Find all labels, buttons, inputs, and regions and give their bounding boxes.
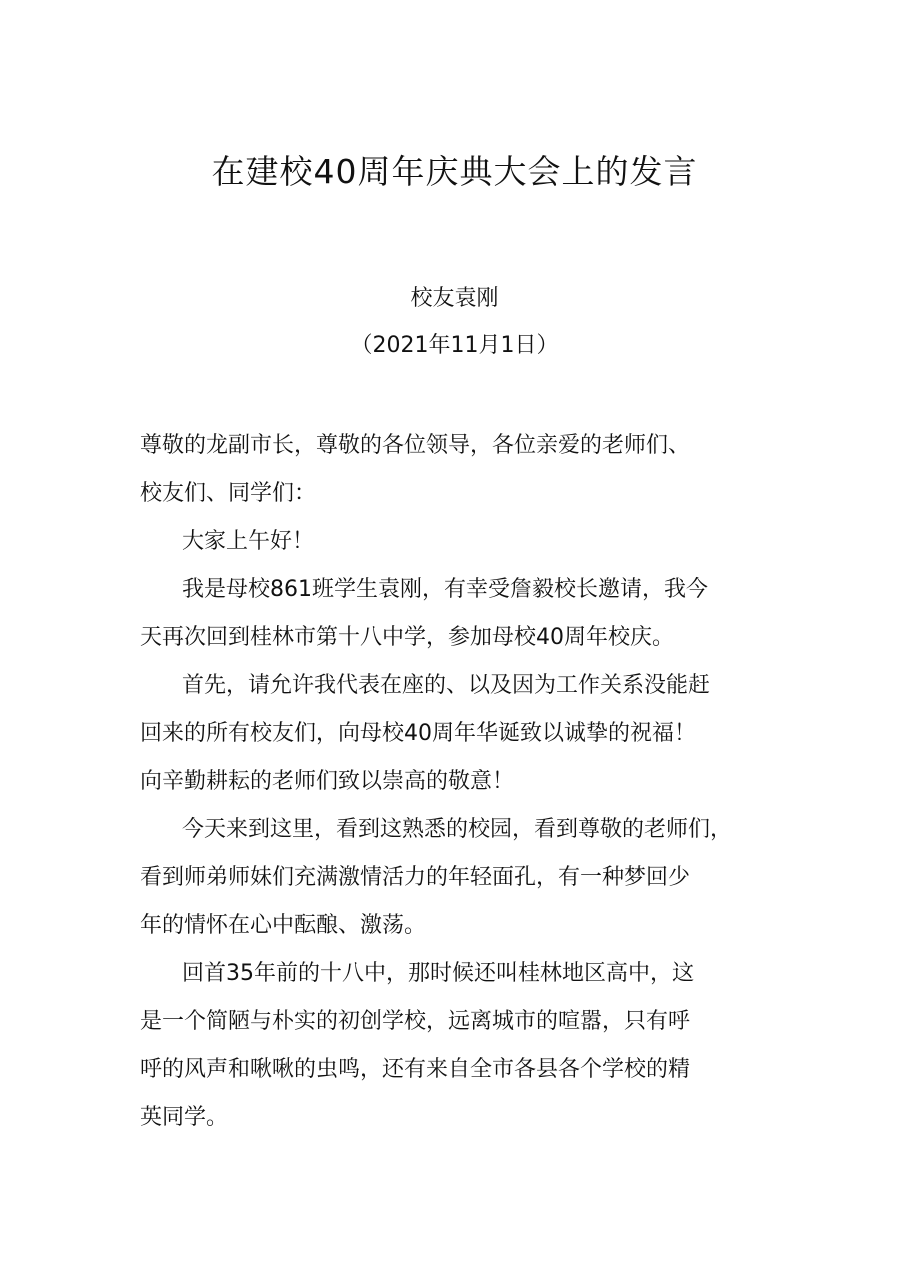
text-line: 英同学。	[140, 1105, 229, 1130]
text-line: 天再次回到桂林市第十八中学，参加母校40周年校庆。	[140, 625, 674, 650]
text-line: 大家上午好！	[182, 529, 315, 554]
text-line: 回来的所有校友们，向母校40周年华诞致以诚挚的祝福！	[140, 721, 696, 746]
text-line: 尊敬的龙副市长，尊敬的各位领导，各位亲爱的老师们、	[140, 433, 691, 458]
text-line: 年的情怀在心中酝酿、激荡。	[140, 913, 427, 938]
blessing-paragraph	[140, 662, 780, 806]
text-line: 校友们、同学们：	[140, 481, 317, 506]
today-paragraph	[140, 806, 780, 950]
text-line: 是一个简陋与朴实的初创学校，远离城市的喧嚣，只有呼	[140, 1009, 691, 1034]
document-title: 在建校40周年庆典大会上的发言	[211, 152, 698, 191]
text-line: 首先，请允许我代表在座的、以及因为工作关系没能赶	[182, 673, 711, 698]
greeting-paragraph	[140, 518, 780, 566]
memory-paragraph	[140, 950, 780, 1142]
author-line: 校友袁刚	[410, 286, 499, 311]
text-line: 回首35年前的十八中，那时候还叫桂林地区高中，这	[182, 961, 694, 986]
intro-paragraph	[140, 566, 780, 662]
text-line: 向辛勤耕耘的老师们致以崇高的敬意！	[140, 769, 515, 794]
text-line: 我是母校861班学生袁刚，有幸受詹毅校长邀请，我今	[182, 577, 708, 602]
text-line: 今天来到这里，看到这熟悉的校园，看到尊敬的老师们，	[182, 817, 733, 842]
date-line: （2021年11月1日）	[350, 333, 559, 358]
text-line: 呼的风声和啾啾的虫鸣，还有来自全市各县各个学校的精	[140, 1057, 691, 1082]
salutation-paragraph	[140, 422, 780, 518]
speech-body	[140, 422, 780, 1142]
text-line: 看到师弟师妹们充满激情活力的年轻面孔，有一种梦回少	[140, 865, 691, 890]
